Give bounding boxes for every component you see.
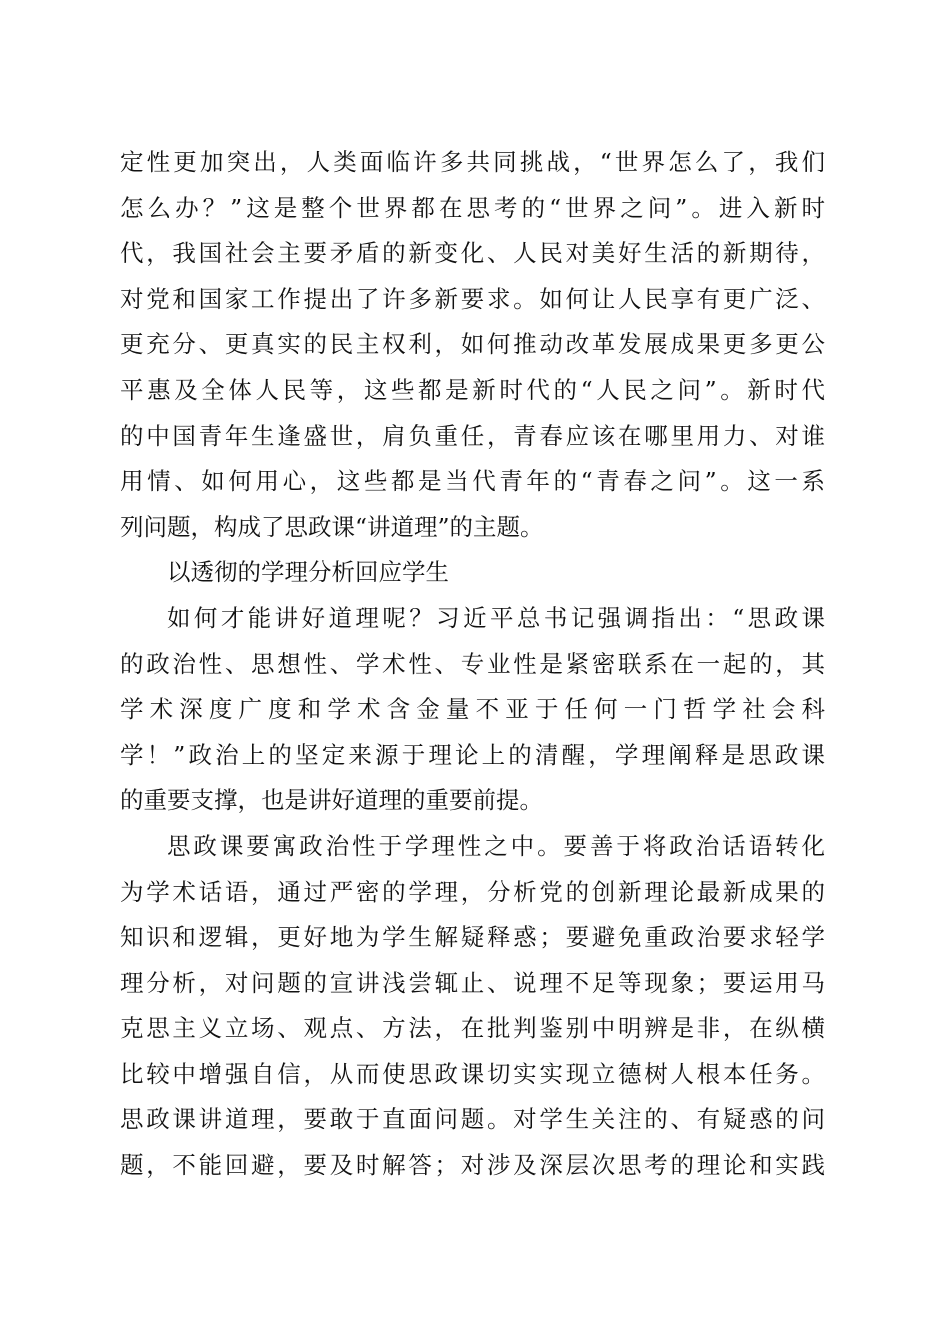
text-line: 的中国青年生逢盛世，肩负重任，青春应该在哪里用力、对谁	[120, 421, 825, 450]
text-line: 平惠及全体人民等，这些都是新时代的“人民之问”。新时代	[120, 375, 825, 404]
text-line: 知识和逻辑，更好地为学生解疑释惑；要避免重政治要求轻学	[120, 923, 825, 952]
text-line: 对党和国家工作提出了许多新要求。如何让人民享有更广泛、	[120, 284, 825, 313]
text-line: 为学术话语，通过严密的学理，分析党的创新理论最新成果的	[120, 877, 825, 906]
text-line: 更充分、更真实的民主权利，如何推动改革发展成果更多更公	[120, 330, 825, 359]
text-line: 理分析，对问题的宣讲浅尝辄止、说理不足等现象；要运用马	[120, 968, 825, 997]
section-heading: 以透彻的学理分析回应学生	[167, 558, 449, 587]
text-line: 思政课讲道理，要敢于直面问题。对学生关注的、有疑惑的问	[120, 1105, 825, 1134]
body-text	[120, 140, 825, 1189]
text-line: 代，我国社会主要矛盾的新变化、人民对美好生活的新期待，	[120, 239, 825, 268]
text-line: 列问题，构成了思政课“讲道理”的主题。	[120, 512, 544, 541]
text-line: 克思主义立场、观点、方法，在批判鉴别中明辨是非，在纵横	[120, 1014, 825, 1043]
text-line: 学术深度广度和学术含金量不亚于任何一门哲学社会科	[120, 695, 825, 724]
text-line: 如何才能讲好道理呢？习近平总书记强调指出：“思政课	[167, 603, 825, 632]
text-line: 的重要支撑，也是讲好道理的重要前提。	[120, 786, 543, 815]
text-line: 比较中增强自信，从而使思政课切实实现立德树人根本任务。	[120, 1059, 825, 1088]
text-line: 的政治性、思想性、学术性、专业性是紧密联系在一起的，其	[120, 649, 825, 678]
text-line: 学！”政治上的坚定来源于理论上的清醒，学理阐释是思政课	[120, 740, 825, 769]
text-line: 用情、如何用心，这些都是当代青年的“青春之问”。这一系	[120, 467, 825, 496]
text-line: 思政课要寓政治性于学理性之中。要善于将政治话语转化	[167, 831, 825, 860]
text-line: 定性更加突出，人类面临许多共同挑战，“世界怎么了，我们	[120, 148, 825, 176]
text-line: 怎么办？”这是整个世界都在思考的“世界之问”。进入新时	[120, 193, 825, 222]
text-line: 题，不能回避，要及时解答；对涉及深层次思考的理论和实践	[120, 1151, 825, 1180]
